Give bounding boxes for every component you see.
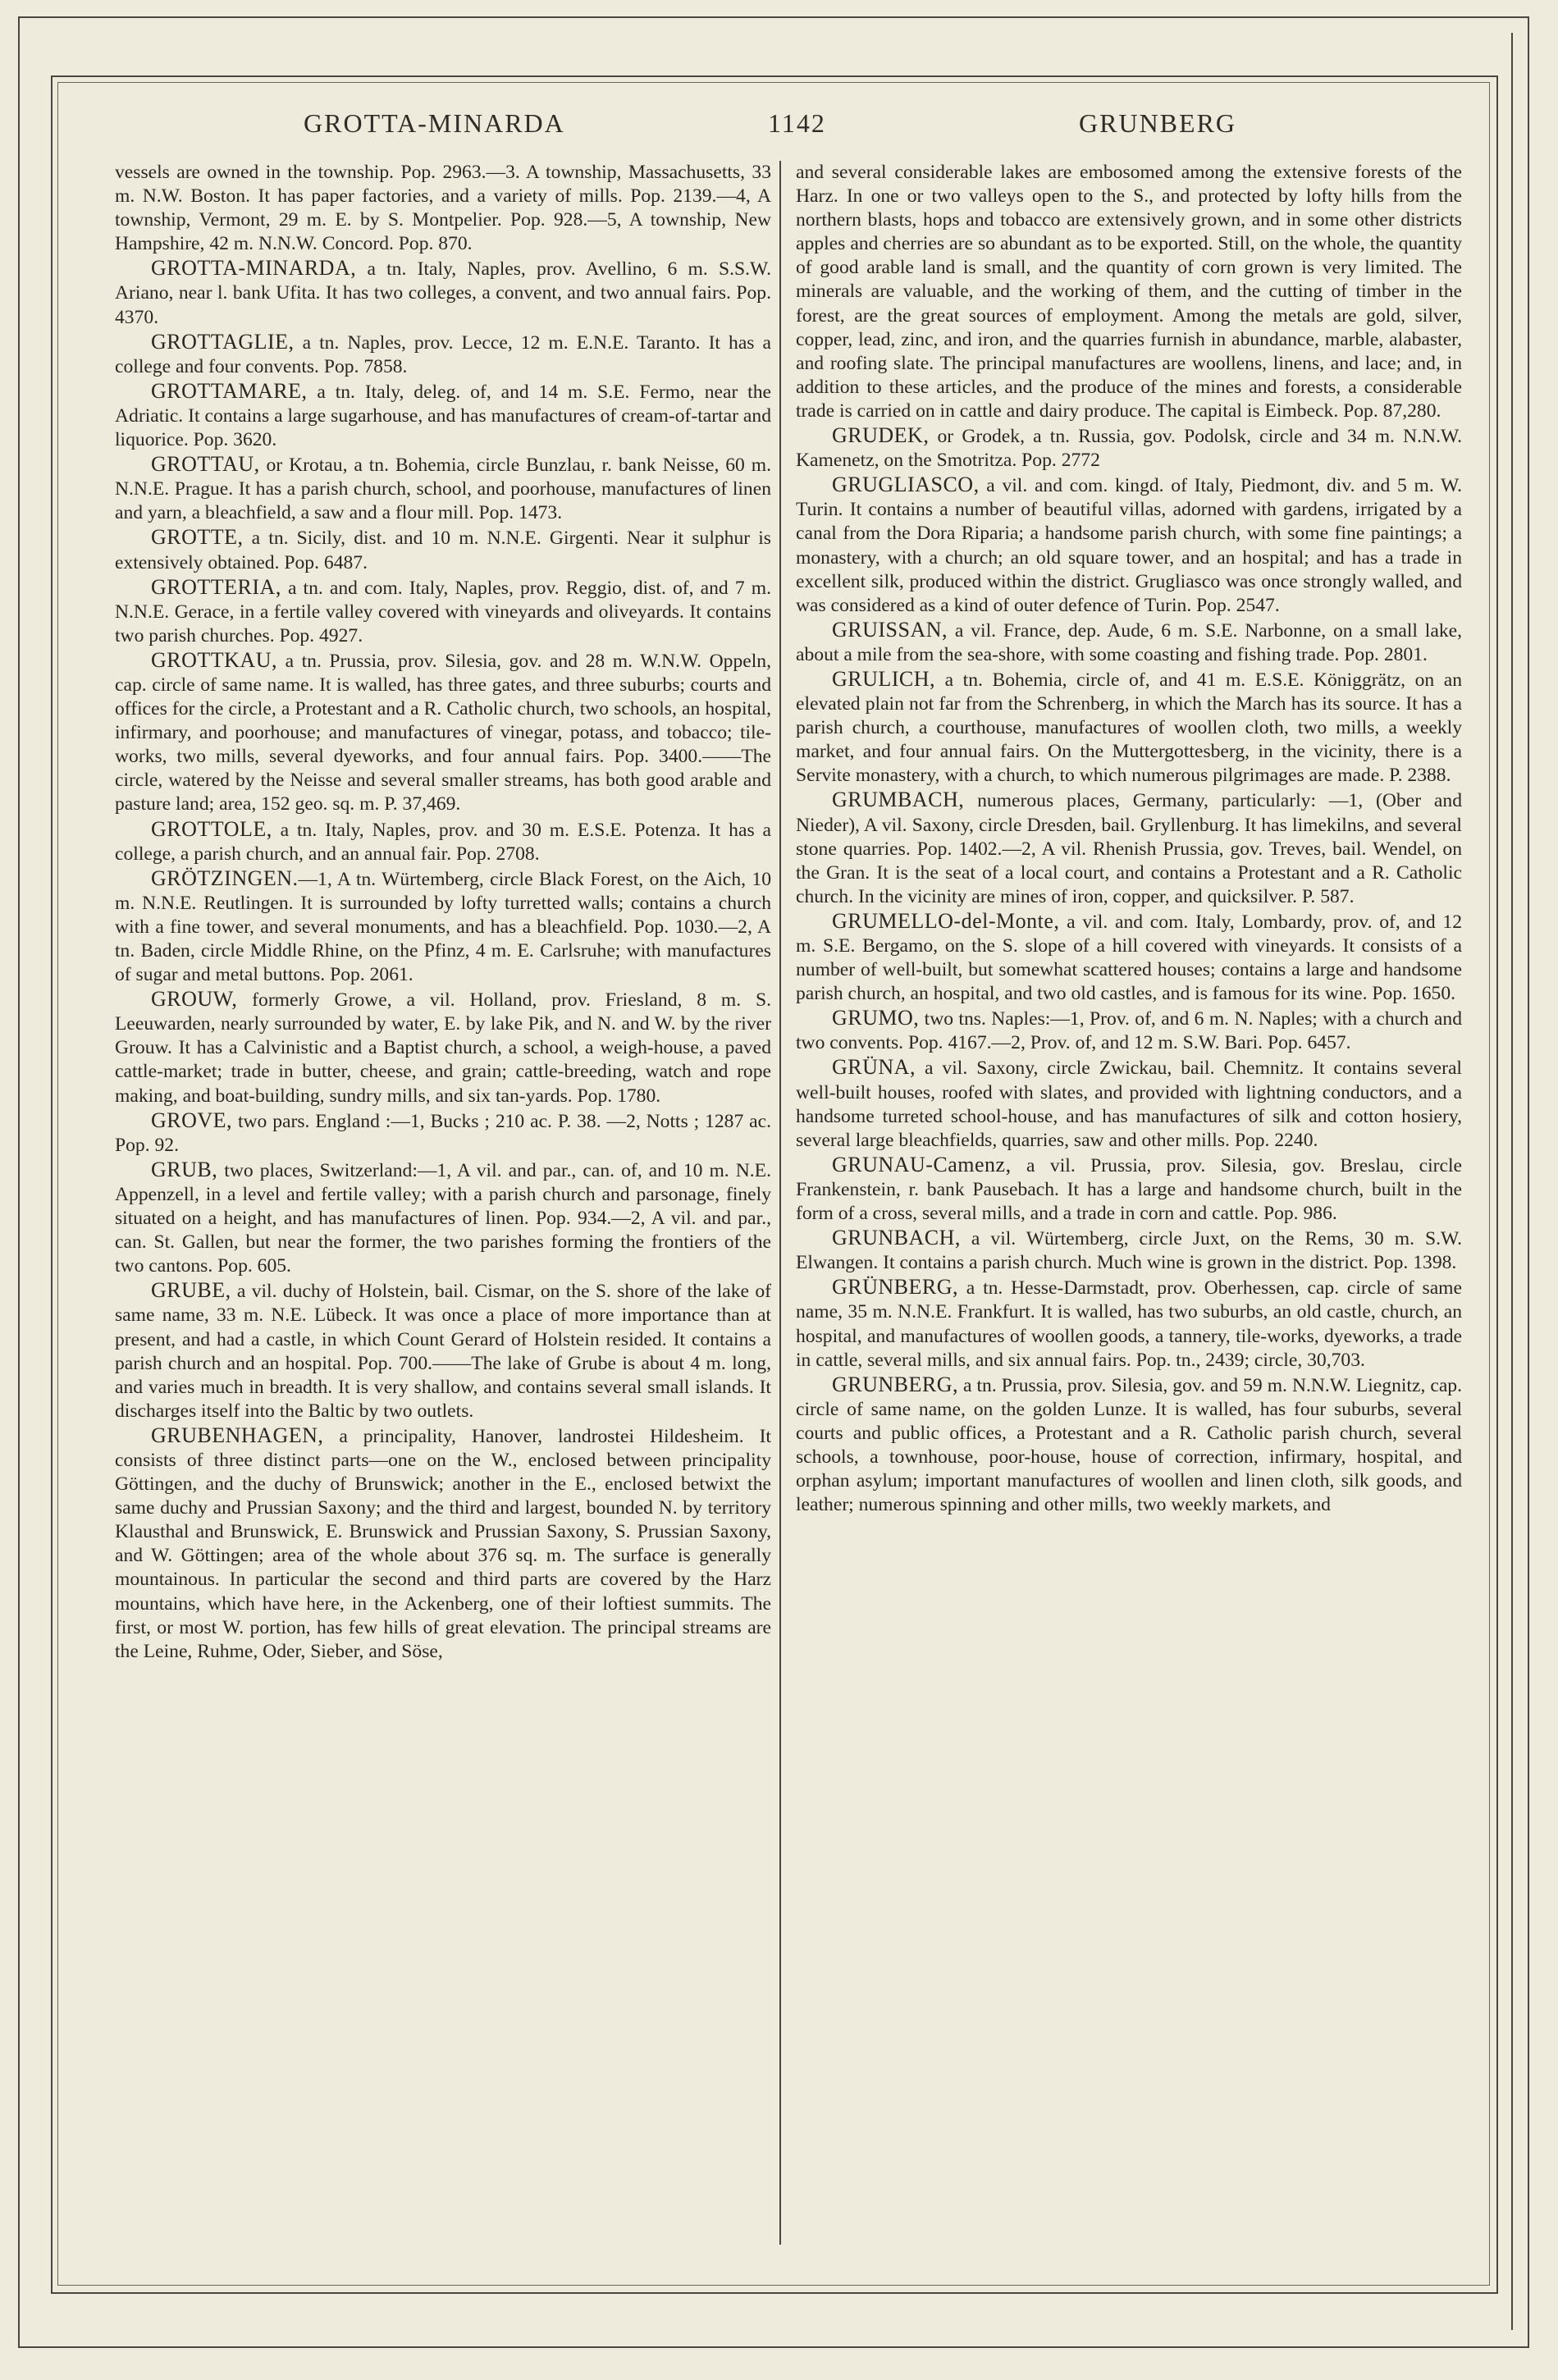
gazetteer-entry <box>115 1158 771 1278</box>
entry-text: a vil. Saxony, circle Zwickau, bail. Chemnitz. It contains several well-built houses, roofed with slates, and provided with lightning conductors, and a handsome turreted school-house, and has manufactures of silk and cotton hosiery, several large bleachfields, quarries, saw and other mills. Pop. 2240. <box>796 1058 1462 1151</box>
gazetteer-entry <box>796 1373 1462 1518</box>
entry-headword: GRUISSAN, <box>832 617 948 642</box>
gazetteer-entry <box>796 618 1462 667</box>
gazetteer-entry <box>115 1423 771 1664</box>
entry-text: a tn. Sicily, dist. and 10 m. N.N.E. Girgenti. Near it sulphur is extensively obtained. Pop. 6487. <box>115 528 771 573</box>
entry-headword: GRUNBACH, <box>832 1226 961 1250</box>
gazetteer-entry <box>796 1226 1462 1275</box>
entry-text: formerly Growe, a vil. Holland, prov. Friesland, 8 m. S. Leeuwarden, nearly surrounded by water, E. by lake Pik, and N. and W. by the river Grouw. It has a Calvinistic and a Baptist church, a school, a weigh-house, a paved cattle-market; trade in butter, cheese, and grain; cattle-breeding, watch and rope making, and boat-building, sundry mills, and six tan-yards. Pop. 1780. <box>115 989 771 1107</box>
entry-text: two tns. Naples:—1, Prov. of, and 6 m. N. Naples; with a church and two convents. Pop. 4167.—2, Prov. of, and 12 m. S.W. Bari. Pop. 6457. <box>796 1008 1462 1054</box>
entry-headword: GROTTAGLIE, <box>151 329 295 354</box>
header-left-guide-word: GROTTA-MINARDA <box>304 108 565 138</box>
left-column <box>115 161 771 2261</box>
gazetteer-entry <box>115 1108 771 1158</box>
entry-headword: GROUW, <box>151 987 238 1012</box>
entry-headword: GROTTKAU, <box>151 647 277 672</box>
entry-text: a tn. and com. Italy, Naples, prov. Reggio, dist. of, and 7 m. N.N.E. Gerace, in a fertile valley covered with vineyards and oliveyards. It contains two parish churches. Pop. 4927. <box>115 577 771 646</box>
entry-headword: GRUBENHAGEN, <box>151 1423 324 1447</box>
gazetteer-entry <box>115 256 771 329</box>
entry-headword: GROTTE, <box>151 525 244 550</box>
gazetteer-entry <box>115 330 771 379</box>
gazetteer-entry <box>115 987 771 1108</box>
entry-headword: GRUDEK, <box>832 423 930 448</box>
gazetteer-entry <box>115 575 771 648</box>
right-edge-rule <box>1511 33 1513 2330</box>
running-header <box>90 108 1469 154</box>
entry-text: a principality, Hanover, landrostei Hildesheim. It consists of three distinct parts—one on the W., enclosed between principality Göttingen, and the duchy of Brunswick; another in the E., enclosed betwixt the same duchy and Prussian Saxony; and the third and largest, bounded N. by territory Klausthal and Brunswick, E. Brunswick and Prussian Saxony, S. Prussian Saxony, and W. Göttingen; area of the whole about 376 sq. m. The surface is generally mountainous. In particular the second and third parts are covered by the Harz mountains, which have here, in the Ackenberg, one of their loftiest summits. The first, or most W. portion, has few hills of great elevation. The principal streams are the Leine, Ruhme, Oder, Sieber, and Söse, <box>115 1425 771 1662</box>
entry-headword: GRUMELLO-del-Monte, <box>832 908 1060 933</box>
entry-headword: GRÖTZINGEN. <box>151 866 299 890</box>
gazetteer-entry <box>796 909 1462 1006</box>
header-right-guide-word: GRUNBERG <box>1079 108 1237 138</box>
entry-text: a tn. Italy, Naples, prov. and 30 m. E.S.E. Potenza. It has a college, a parish church, and an annual fair. Pop. 2708. <box>115 819 771 865</box>
entry-text: a tn. Naples, prov. Lecce, 12 m. E.N.E. Taranto. It has a college and four convents. Pop. 7858. <box>115 331 771 377</box>
gazetteer-entry <box>115 525 771 574</box>
column-divider <box>779 161 781 2245</box>
gazetteer-entry <box>796 473 1462 618</box>
entry-text: or Grodek, a tn. Russia, gov. Podolsk, circle and 34 m. N.N.W. Kamenetz, on the Smotritza. Pop. 2772 <box>796 426 1462 472</box>
entry-headword: GROTTOLE, <box>151 816 272 841</box>
entry-text: a vil. Prussia, prov. Silesia, gov. Breslau, circle Frankenstein, r. bank Pausebach. It has a large and handsome church, built in the form of a cross, several mills, and a trade in corn and cattle. Pop. 986. <box>796 1154 1462 1225</box>
entry-text: a tn. Prussia, prov. Silesia, gov. and 59 m. N.N.W. Liegnitz, cap. circle of same name, on the golden Lunze. It is walled, has four suburbs, several courts and public offices, a Protestant and a R. Catholic parish church, several schools, a townhouse, poor-house, house of correction, infirmary, hospital, and orphan asylum; important manufactures of woollen and linen cloth, silk goods, and leather; numerous spinning and other mills, two weekly markets, and <box>796 1374 1462 1516</box>
entry-text: a vil. France, dep. Aude, 6 m. S.E. Narbonne, on a small lake, about a mile from the sea-shore, with some coasting and fishing trade. Pop. 2801. <box>796 619 1462 665</box>
entry-text: a tn. Italy, deleg. of, and 14 m. S.E. Fermo, near the Adriatic. It contains a large sugarhouse, and has manufactures of cream-of-tartar and liquorice. Pop. 3620. <box>115 381 771 451</box>
entry-text: a vil. and com. kingd. of Italy, Piedmont, div. and 5 m. W. Turin. It contains a number of beautiful villas, adorned with gardens, irrigated by a canal from the Dora Riparia; a handsome parish church, with some fine paintings; a monastery, with a church; an old square tower, and an hospital; and has a trade in excellent silk, produced within the district. Grugliasco was once strongly walled, and was considered as a kind of outer defence of Turin. Pop. 2547. <box>796 475 1462 616</box>
gazetteer-entry <box>796 1055 1462 1152</box>
gazetteer-entry <box>115 817 771 866</box>
gazetteer-entry <box>796 667 1462 788</box>
entry-headword: GRÜNBERG, <box>832 1275 959 1300</box>
page-number: 1142 <box>768 108 826 138</box>
gazetteer-entry <box>115 648 771 817</box>
entry-headword: GROTTAMARE, <box>151 378 308 403</box>
entry-text: a tn. Hesse-Darmstadt, prov. Oberhessen, cap. circle of same name, 35 m. N.N.E. Frankfurt. It is walled, has two suburbs, an old castle, church, an hospital, and manufactures of woollen goods, a tannery, tile-works, dyeworks, a trade in cattle, several mills, and six annual fairs. Pop. tn., 2439; circle, 30,703. <box>796 1277 1462 1371</box>
entry-headword: GRUGLIASCO, <box>832 473 980 497</box>
entry-headword: GROTTA-MINARDA, <box>151 256 357 281</box>
entry-headword: GRUMBACH, <box>832 788 965 812</box>
entry-headword: GRULICH, <box>832 666 936 691</box>
gazetteer-entry <box>796 423 1462 473</box>
entry-text: a vil. and com. Italy, Lombardy, prov. of, and 12 m. S.E. Bergamo, on the S. slope of a hill covered with vineyards. It consists of a number of well-built, but somewhat scattered houses; contains a large and handsome parish church, an hospital, and two old castles, and is famous for its wine. Pop. 1650. <box>796 911 1462 1005</box>
gazetteer-entry <box>796 1006 1462 1055</box>
entry-text: a tn. Italy, Naples, prov. Avellino, 6 m. S.S.W. Ariano, near l. bank Ufita. It has two colleges, a convent, and two annual fairs. Pop. 4370. <box>115 258 771 328</box>
gazetteer-entry <box>796 161 1462 423</box>
entry-text: two pars. England :—1, Bucks ; 210 ac. P. 38. —2, Notts ; 1287 ac. Pop. 92. <box>115 1110 771 1156</box>
entry-headword: GRUB, <box>151 1157 218 1181</box>
gazetteer-entry <box>796 1275 1462 1372</box>
entry-text: a vil. duchy of Holstein, bail. Cismar, on the S. shore of the lake of same name, 33 m. N.E. Lübeck. It was once a place of more importance than at present, and had a castle, in which Count Gerard of Holstein resided. It contains a parish church and an hospital. Pop. 700.——The lake of Grube is about 4 m. long, and varies much in breadth. It is very shallow, and contains several small islands. It discharges itself into the Baltic by two outlets. <box>115 1281 771 1422</box>
entry-headword: GRUNBERG, <box>832 1372 959 1396</box>
entry-text: a tn. Bohemia, circle of, and 41 m. E.S.E. Königgrätz, on an elevated plain not far from the Schrenberg, in which the March has its source. It has a parish church, a courthouse, manufactures of woollen cloth, two mills, a weekly market, and four annual fairs. On the Muttergottesberg, in the vicinity, there is a Servite monastery, with a church, to which numerous pilgrimages are made. P. 2388. <box>796 669 1462 787</box>
entry-text: numerous places, Germany, particularly: —1, (Ober and Nieder), A vil. Saxony, circle Dresden, bail. Gryllenburg. It has limekilns, and several stone quarries. Pop. 1402.—2, A vil. Rhenish Prussia, gov. Treves, bail. Wendel, on the Gran. It is the seat of a local court, and contains a Protestant and a R. Catholic church. In the vicinity are mines of iron, copper, and quicksilver. P. 587. <box>796 790 1462 907</box>
gazetteer-entry <box>115 379 771 452</box>
gazetteer-entry <box>796 788 1462 908</box>
gazetteer-entry <box>115 866 771 987</box>
gazetteer-entry <box>796 1153 1462 1226</box>
entry-headword: GRÜNA, <box>832 1055 916 1080</box>
entry-headword: GRUNAU-Camenz, <box>832 1152 1012 1176</box>
entry-text: two places, Switzerland:—1, A vil. and par., can. of, and 10 m. N.E. Appenzell, in a level and fertile valley; with a parish church and parsonage, finely situated on a height, and has manufactures of linen. Pop. 934.—2, A vil. and par., can. St. Gallen, but near the former, the two parishes forming the frontiers of the two cantons. Pop. 605. <box>115 1159 771 1277</box>
entry-text: a tn. Prussia, prov. Silesia, gov. and 28 m. W.N.W. Oppeln, cap. circle of same name. It is walled, has three gates, and three suburbs; courts and offices for the circle, a Protestant and a R. Catholic church, two schools, an hospital, infirmary, and poorhouse; and manufactures of vinegar, potass, and tobacco; tile-works, two mills, several dyeworks, and four annual fairs. Pop. 3400.——The circle, watered by the Neisse and several smaller streams, has both good arable and pasture land; area, 152 geo. sq. m. P. 37,469. <box>115 650 771 815</box>
entry-text: —1, A tn. Würtemberg, circle Black Forest, on the Aich, 10 m. N.N.E. Reutlingen. It is surrounded by lofty turretted walls; contains a church with a fine tower, and several monuments, and has a bleachfield. Pop. 1030.—2, A tn. Baden, circle Middle Rhine, on the Pfinz, 4 m. E. Carlsruhe; with manufactures of sugar and metal buttons. Pop. 2061. <box>115 868 771 986</box>
entry-headword: GROVE, <box>151 1108 233 1132</box>
entry-text: or Krotau, a tn. Bohemia, circle Bunzlau, r. bank Neisse, 60 m. N.N.E. Prague. It has a parish church, school, and poorhouse, manufactures of linen and yarn, a bleachfield, a saw and a flour mill. Pop. 1473. <box>115 455 771 524</box>
entry-headword: GROTTERIA, <box>151 574 281 599</box>
entry-headword: GRUBE, <box>151 1278 231 1303</box>
right-column <box>796 161 1462 2261</box>
entry-headword: GRUMO, <box>832 1006 920 1030</box>
gazetteer-entry <box>115 161 771 256</box>
gazetteer-entry <box>115 1278 771 1423</box>
entry-text: and several considerable lakes are embosomed among the extensive forests of the Harz. In one or two valleys open to the S., and protected by lofty hills from the northern blasts, hops and tobacco are extensively grown, and in some other districts apples and cherries are so abundant as to be exported. Still, on the whole, the quantity of good arable land is small, and the quantity of corn grown is very limited. The minerals are valuable, and the working of them, and the cutting of timber in the forest, are the great sources of employment. Among the metals are gold, silver, copper, lead, zinc, and iron, and the quarries furnish in abundance, marble, alabaster, and roofing slate. The principal manufactures are woollens, linens, and lace; and, in addition to these articles, and the produce of the mines and forests, a considerable trade is carried on in cattle and dairy produce. The capital is Eimbeck. Pop. 87,280. <box>796 162 1462 422</box>
entry-headword: GROTTAU, <box>151 452 260 477</box>
gazetteer-entry <box>115 452 771 525</box>
entry-text: a vil. Würtemberg, circle Juxt, on the Rems, 30 m. S.W. Elwangen. It contains a parish church. Much wine is grown in the district. Pop. 1398. <box>796 1228 1462 1274</box>
entry-text: vessels are owned in the township. Pop. 2963.—3. A township, Massachusetts, 33 m. N.W. Boston. It has paper factories, and a variety of mills. Pop. 2139.—4, A township, Vermont, 29 m. E. by S. Montpelier. Pop. 928.—5, A township, New Hampshire, 42 m. N.N.W. Concord. Pop. 870. <box>115 162 771 255</box>
